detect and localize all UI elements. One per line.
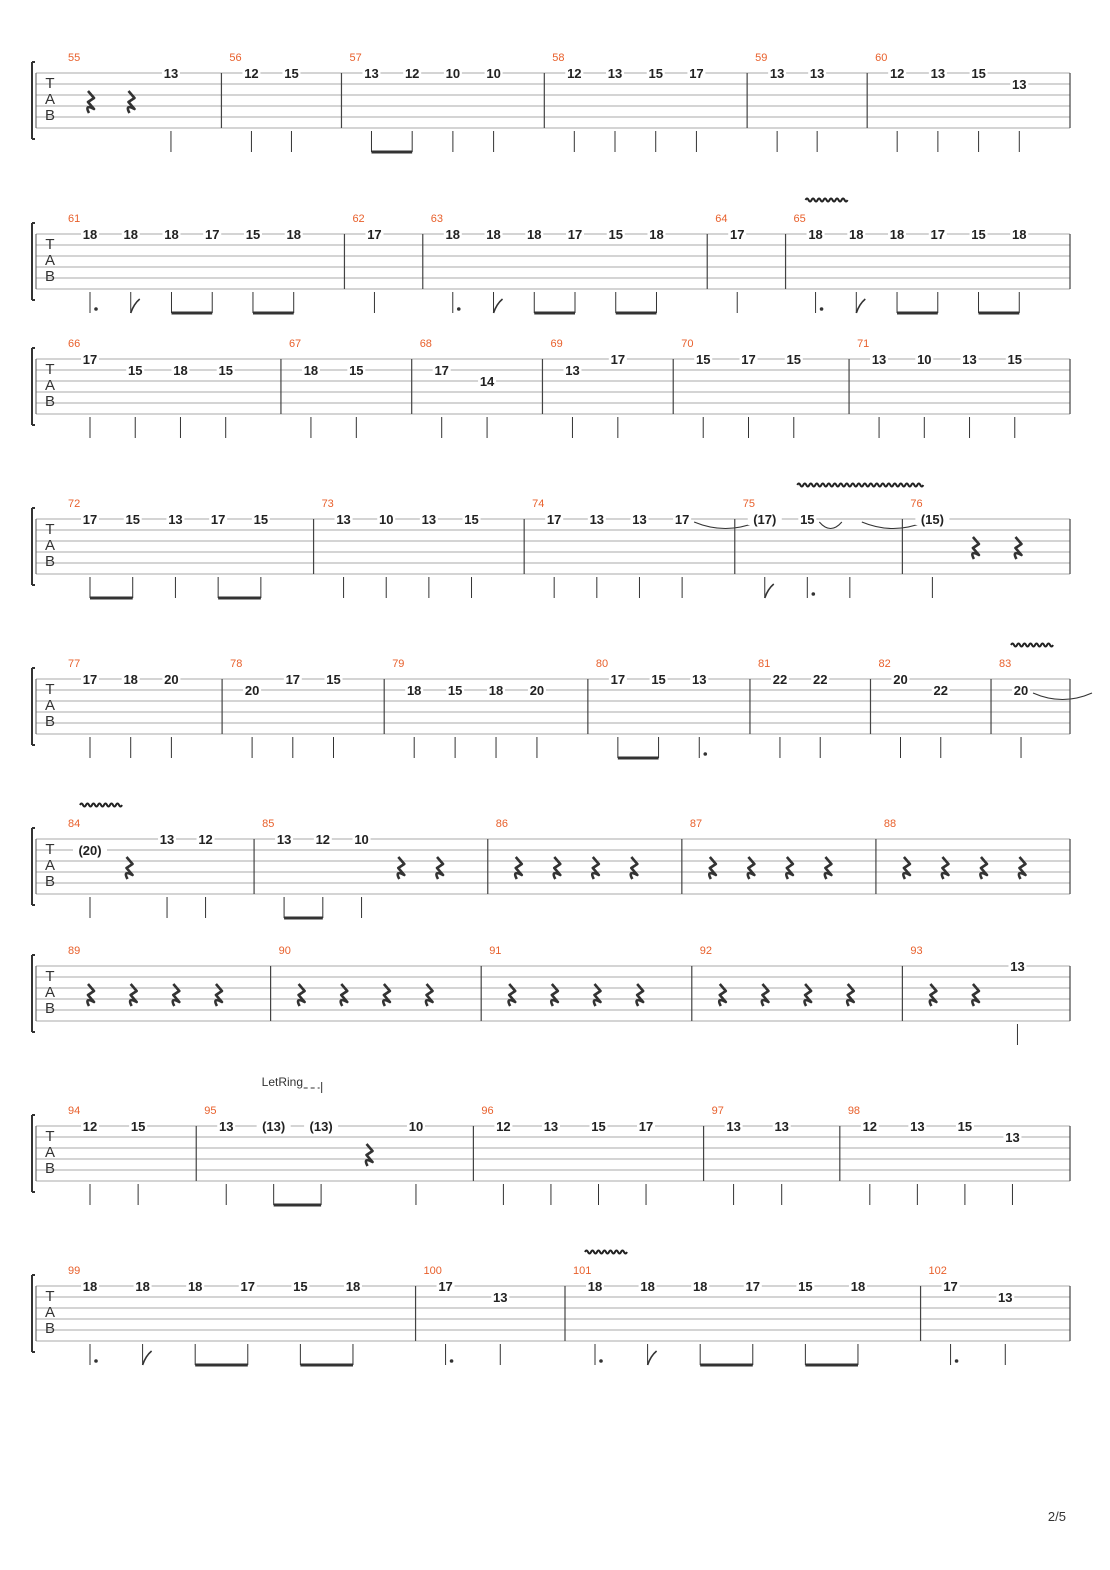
fret-number: 13 bbox=[1005, 1130, 1020, 1145]
fret-number: 13 bbox=[336, 512, 351, 527]
fret-number: 10 bbox=[354, 832, 369, 847]
fret-number: 15 bbox=[253, 512, 269, 527]
rest-symbol bbox=[903, 857, 910, 879]
tab-clef-letter: A bbox=[44, 984, 56, 1001]
tab-clef-letter: B bbox=[44, 553, 56, 570]
eighth-flag bbox=[856, 299, 865, 313]
fret-number: 17 bbox=[434, 363, 449, 378]
measure-number: 102 bbox=[928, 1265, 947, 1277]
rest-symbol bbox=[366, 1144, 373, 1166]
fret-number: 17 bbox=[567, 227, 583, 242]
vibrato-mark bbox=[1011, 644, 1053, 647]
fret-number: 15 bbox=[608, 227, 623, 242]
measure-number: 89 bbox=[68, 945, 81, 957]
fret-number: 22 bbox=[933, 683, 948, 698]
measure-number: 56 bbox=[229, 52, 242, 64]
fret-number: 15 bbox=[971, 227, 986, 242]
rest-symbol bbox=[719, 984, 726, 1006]
measure-number: 78 bbox=[230, 658, 243, 670]
measure-number: 97 bbox=[711, 1105, 724, 1117]
duration-dot bbox=[703, 752, 707, 756]
measure-number: 96 bbox=[481, 1105, 494, 1117]
fret-number: 15 bbox=[798, 1279, 813, 1294]
duration-dot bbox=[450, 1359, 454, 1363]
fret-number: 13 bbox=[589, 512, 605, 527]
rest-symbol bbox=[594, 984, 601, 1006]
fret-number: 17 bbox=[610, 672, 626, 687]
rest-symbol bbox=[173, 984, 180, 1006]
rest-symbol bbox=[383, 984, 390, 1006]
system-bracket bbox=[32, 1275, 35, 1352]
page-number: 2/5 bbox=[1047, 1509, 1066, 1524]
rest-symbol bbox=[128, 91, 135, 113]
measure-number: 85 bbox=[262, 818, 275, 830]
measure-number: 73 bbox=[321, 498, 334, 510]
fret-number: 13 bbox=[276, 832, 292, 847]
fret-number: 18 bbox=[303, 363, 319, 378]
measure-number: 101 bbox=[573, 1265, 592, 1277]
fret-number: 15 bbox=[125, 512, 140, 527]
fret-number: 18 bbox=[123, 672, 138, 687]
fret-number: 17 bbox=[240, 1279, 256, 1294]
rest-symbol bbox=[709, 857, 716, 879]
fret-number: 18 bbox=[808, 227, 823, 242]
fret-number: 15 bbox=[326, 672, 341, 687]
measure-number: 67 bbox=[288, 338, 302, 350]
rest-symbol bbox=[215, 984, 222, 1006]
fret-number: 18 bbox=[889, 227, 905, 242]
measure-number: 59 bbox=[755, 52, 768, 64]
fret-number: 15 bbox=[786, 352, 802, 367]
rest-symbol bbox=[1019, 857, 1026, 879]
tab-clef-letter: B bbox=[44, 268, 56, 285]
measure-number: 72 bbox=[68, 498, 81, 510]
fret-number: 17 bbox=[638, 1119, 654, 1134]
fret-number: 12 bbox=[315, 832, 331, 847]
tab-clef-letter: T bbox=[45, 1128, 55, 1145]
measure-number: 66 bbox=[68, 338, 81, 350]
fret-number: 17 bbox=[729, 227, 745, 242]
fret-number: 10 bbox=[378, 512, 394, 527]
fret-number: 20 bbox=[1013, 683, 1029, 698]
tab-clef-letter: B bbox=[44, 107, 56, 124]
measure-number: 92 bbox=[699, 945, 713, 957]
vibrato-mark bbox=[806, 199, 848, 202]
fret-number: 17 bbox=[610, 352, 626, 367]
tab-clef-letter: T bbox=[45, 841, 55, 858]
tab-clef-letter: T bbox=[45, 236, 55, 253]
tab-clef-letter: A bbox=[44, 377, 56, 394]
measure-number: 64 bbox=[715, 213, 728, 225]
fret-number: 12 bbox=[567, 66, 582, 81]
fret-number: 18 bbox=[587, 1279, 603, 1294]
fret-number: 18 bbox=[640, 1279, 655, 1294]
fret-number: 17 bbox=[546, 512, 562, 527]
measure-number: 90 bbox=[278, 945, 291, 957]
duration-dot bbox=[820, 307, 824, 311]
tab-clef-letter: T bbox=[45, 968, 55, 985]
fret-number: 13 bbox=[998, 1290, 1013, 1305]
duration-dot bbox=[599, 1359, 603, 1363]
fret-number: 15 bbox=[957, 1119, 973, 1134]
fret-number: 15 bbox=[293, 1279, 308, 1294]
fret-number: 13 bbox=[726, 1119, 741, 1134]
fret-number: 18 bbox=[488, 683, 504, 698]
measure-number: 62 bbox=[352, 213, 365, 225]
measure-number: 83 bbox=[999, 658, 1012, 670]
fret-number: 15 bbox=[349, 363, 364, 378]
measure-number: 95 bbox=[204, 1105, 217, 1117]
rest-symbol bbox=[825, 857, 832, 879]
fret-number: 13 bbox=[493, 1290, 508, 1305]
fret-number: 15 bbox=[971, 66, 986, 81]
system-bracket bbox=[32, 668, 35, 745]
measure-number: 87 bbox=[689, 818, 703, 830]
duration-dot bbox=[94, 1359, 98, 1363]
measure-number: 84 bbox=[68, 818, 81, 830]
fret-number: 12 bbox=[244, 66, 259, 81]
fret-number: 15 bbox=[245, 227, 261, 242]
measure-number: 69 bbox=[550, 338, 563, 350]
vibrato-mark bbox=[797, 484, 923, 487]
rest-symbol bbox=[509, 984, 516, 1006]
fret-number: 17 bbox=[741, 352, 756, 367]
fret-number: 13 bbox=[871, 352, 887, 367]
fret-number: 12 bbox=[496, 1119, 511, 1134]
measure-number: 70 bbox=[681, 338, 694, 350]
duration-dot bbox=[457, 307, 461, 311]
fret-number: 13 bbox=[769, 66, 785, 81]
fret-number: 18 bbox=[82, 1279, 98, 1294]
fret-number: 18 bbox=[527, 227, 542, 242]
rest-symbol bbox=[980, 857, 987, 879]
fret-number: 10 bbox=[917, 352, 932, 367]
fret-number: 20 bbox=[164, 672, 179, 687]
eighth-flag bbox=[143, 1351, 152, 1365]
fret-number: 12 bbox=[198, 832, 213, 847]
fret-number: 17 bbox=[943, 1279, 958, 1294]
fret-number: 17 bbox=[930, 227, 946, 242]
fret-number: 13 bbox=[809, 66, 825, 81]
fret-number: 13 bbox=[930, 66, 946, 81]
measure-number: 74 bbox=[532, 498, 545, 510]
fret-number: 14 bbox=[479, 374, 495, 389]
fret-number: 13 bbox=[1012, 77, 1027, 92]
fret-number: 10 bbox=[445, 66, 461, 81]
rest-symbol bbox=[341, 984, 348, 1006]
rest-symbol bbox=[786, 857, 793, 879]
tab-clef-letter: A bbox=[44, 857, 56, 874]
fret-number: 13 bbox=[159, 832, 175, 847]
tab-clef-letter: B bbox=[44, 1000, 56, 1017]
tab-clef-letter: B bbox=[44, 873, 56, 890]
system-bracket bbox=[32, 223, 35, 300]
measure-number: 60 bbox=[875, 52, 888, 64]
tab-clef-letter: T bbox=[45, 75, 55, 92]
measure-number: 93 bbox=[910, 945, 923, 957]
duration-dot bbox=[94, 307, 98, 311]
rest-symbol bbox=[551, 984, 558, 1006]
vibrato-mark bbox=[80, 804, 122, 807]
tied-fret-number: (17) bbox=[753, 512, 777, 527]
eighth-flag bbox=[648, 1351, 657, 1365]
system-bracket bbox=[32, 955, 35, 1032]
fret-number: 17 bbox=[689, 66, 704, 81]
measure-number: 98 bbox=[847, 1105, 861, 1117]
fret-number: 17 bbox=[285, 672, 301, 687]
rest-symbol bbox=[972, 984, 979, 1006]
system-bracket bbox=[32, 348, 35, 425]
system-bracket bbox=[32, 62, 35, 139]
fret-number: 12 bbox=[404, 66, 420, 81]
fret-number: 13 bbox=[632, 512, 647, 527]
rest-symbol bbox=[592, 857, 599, 879]
tab-clef-letter: T bbox=[45, 361, 55, 378]
measure-number: 76 bbox=[910, 498, 923, 510]
measure-number: 91 bbox=[489, 945, 502, 957]
tied-fret-number: (15) bbox=[920, 512, 944, 527]
fret-number: 15 bbox=[284, 66, 299, 81]
fret-number: 18 bbox=[649, 227, 664, 242]
fret-number: 15 bbox=[648, 66, 663, 81]
fret-number: 15 bbox=[695, 352, 711, 367]
rest-symbol bbox=[1015, 537, 1022, 559]
rest-symbol bbox=[804, 984, 811, 1006]
tab-clef-letter: B bbox=[44, 393, 56, 410]
tie-arc bbox=[1033, 693, 1092, 700]
tied-fret-number: (13) bbox=[309, 1119, 333, 1134]
rest-symbol bbox=[126, 857, 133, 879]
eighth-flag bbox=[765, 584, 774, 598]
measure-number: 100 bbox=[423, 1265, 442, 1277]
fret-number: 15 bbox=[800, 512, 815, 527]
fret-number: 15 bbox=[447, 683, 463, 698]
fret-number: 12 bbox=[889, 66, 905, 81]
fret-number: 10 bbox=[486, 66, 501, 81]
rest-symbol bbox=[436, 857, 443, 879]
tab-clef-letter: A bbox=[44, 252, 56, 269]
let-ring-label: LetRing bbox=[261, 1075, 304, 1089]
fret-number: 18 bbox=[345, 1279, 361, 1294]
system-bracket bbox=[32, 508, 35, 585]
fret-number: 13 bbox=[962, 352, 977, 367]
eighth-flag bbox=[494, 299, 503, 313]
measure-number: 80 bbox=[595, 658, 609, 670]
fret-number: 18 bbox=[173, 363, 188, 378]
measure-number: 55 bbox=[68, 52, 81, 64]
fret-number: 17 bbox=[82, 352, 98, 367]
fret-number: 18 bbox=[187, 1279, 203, 1294]
tied-fret-number: (13) bbox=[262, 1119, 286, 1134]
fret-number: 20 bbox=[244, 683, 260, 698]
fret-number: 10 bbox=[408, 1119, 424, 1134]
rest-symbol bbox=[972, 537, 979, 559]
tab-clef-letter: A bbox=[44, 697, 56, 714]
fret-number: 18 bbox=[486, 227, 501, 242]
rest-symbol bbox=[942, 857, 949, 879]
tab-clef-letter: A bbox=[44, 537, 56, 554]
fret-number: 20 bbox=[893, 672, 908, 687]
tab-clef-letter: T bbox=[45, 681, 55, 698]
tie-arc bbox=[694, 522, 757, 529]
measure-number: 86 bbox=[495, 818, 509, 830]
tie-arc bbox=[862, 522, 925, 529]
fret-number: 15 bbox=[1007, 352, 1022, 367]
measure-number: 57 bbox=[349, 52, 362, 64]
fret-number: 12 bbox=[82, 1119, 98, 1134]
fret-number: 18 bbox=[123, 227, 138, 242]
fret-number: 13 bbox=[774, 1119, 789, 1134]
rest-symbol bbox=[515, 857, 522, 879]
fret-number: 18 bbox=[445, 227, 461, 242]
rest-symbol bbox=[847, 984, 854, 1006]
measure-number: 75 bbox=[742, 498, 756, 510]
tie-arc bbox=[819, 522, 842, 529]
fret-number: 17 bbox=[745, 1279, 761, 1294]
measure-number: 61 bbox=[68, 213, 81, 225]
rest-symbol bbox=[631, 857, 638, 879]
vibrato-mark bbox=[585, 1251, 627, 1254]
rest-symbol bbox=[554, 857, 561, 879]
measure-number: 58 bbox=[552, 52, 565, 64]
tied-fret-number: (20) bbox=[78, 843, 102, 858]
fret-number: 13 bbox=[565, 363, 580, 378]
fret-number: 18 bbox=[286, 227, 301, 242]
tab-clef-letter: B bbox=[44, 713, 56, 730]
fret-number: 15 bbox=[130, 1119, 146, 1134]
fret-number: 13 bbox=[168, 512, 183, 527]
fret-number: 22 bbox=[772, 672, 788, 687]
fret-number: 17 bbox=[438, 1279, 453, 1294]
rest-symbol bbox=[130, 984, 137, 1006]
fret-number: 18 bbox=[164, 227, 179, 242]
measure-number: 68 bbox=[419, 338, 432, 350]
tab-clef-letter: A bbox=[44, 91, 56, 108]
fret-number: 22 bbox=[812, 672, 828, 687]
rest-symbol bbox=[762, 984, 769, 1006]
measure-number: 88 bbox=[883, 818, 897, 830]
rest-symbol bbox=[87, 984, 94, 1006]
measure-number: 65 bbox=[793, 213, 806, 225]
fret-number: 13 bbox=[543, 1119, 559, 1134]
fret-number: 18 bbox=[135, 1279, 150, 1294]
fret-number: 13 bbox=[364, 66, 379, 81]
fret-number: 17 bbox=[674, 512, 690, 527]
duration-dot bbox=[812, 592, 816, 596]
tab-clef-letter: A bbox=[44, 1144, 56, 1161]
tab-clef-letter: T bbox=[45, 521, 55, 538]
fret-number: 17 bbox=[82, 672, 98, 687]
fret-number: 17 bbox=[82, 512, 98, 527]
tab-clef-letter: A bbox=[44, 1304, 56, 1321]
fret-number: 13 bbox=[163, 66, 179, 81]
fret-number: 15 bbox=[591, 1119, 606, 1134]
fret-number: 17 bbox=[367, 227, 382, 242]
rest-symbol bbox=[748, 857, 755, 879]
rest-symbol bbox=[298, 984, 305, 1006]
tab-clef-letter: B bbox=[44, 1160, 56, 1177]
fret-number: 17 bbox=[210, 512, 226, 527]
system-bracket bbox=[32, 828, 35, 905]
fret-number: 13 bbox=[910, 1119, 925, 1134]
rest-symbol bbox=[398, 857, 405, 879]
rest-symbol bbox=[636, 984, 643, 1006]
fret-number: 15 bbox=[651, 672, 666, 687]
rest-symbol bbox=[87, 91, 94, 113]
fret-number: 18 bbox=[1012, 227, 1027, 242]
eighth-flag bbox=[131, 299, 140, 313]
measure-number: 81 bbox=[757, 658, 771, 670]
measure-number: 94 bbox=[68, 1105, 81, 1117]
fret-number: 18 bbox=[406, 683, 422, 698]
fret-number: 20 bbox=[529, 683, 545, 698]
fret-number: 12 bbox=[862, 1119, 878, 1134]
fret-number: 18 bbox=[82, 227, 98, 242]
rest-symbol bbox=[930, 984, 937, 1006]
fret-number: 18 bbox=[849, 227, 864, 242]
fret-number: 13 bbox=[218, 1119, 234, 1134]
tab-clef-letter: B bbox=[44, 1320, 56, 1337]
measure-number: 71 bbox=[857, 338, 870, 350]
fret-number: 13 bbox=[1010, 959, 1025, 974]
fret-number: 13 bbox=[607, 66, 623, 81]
fret-number: 13 bbox=[421, 512, 437, 527]
measure-number: 82 bbox=[878, 658, 891, 670]
measure-number: 99 bbox=[68, 1265, 81, 1277]
measure-number: 63 bbox=[430, 213, 444, 225]
fret-number: 17 bbox=[204, 227, 220, 242]
duration-dot bbox=[955, 1359, 959, 1363]
fret-number: 15 bbox=[464, 512, 479, 527]
fret-number: 18 bbox=[692, 1279, 708, 1294]
tab-clef-letter: T bbox=[45, 1288, 55, 1305]
rest-symbol bbox=[426, 984, 433, 1006]
system-bracket bbox=[32, 1115, 35, 1192]
fret-number: 18 bbox=[850, 1279, 866, 1294]
fret-number: 13 bbox=[692, 672, 707, 687]
fret-number: 15 bbox=[128, 363, 143, 378]
measure-number: 79 bbox=[392, 658, 405, 670]
fret-number: 15 bbox=[218, 363, 233, 378]
measure-number: 77 bbox=[68, 658, 81, 670]
